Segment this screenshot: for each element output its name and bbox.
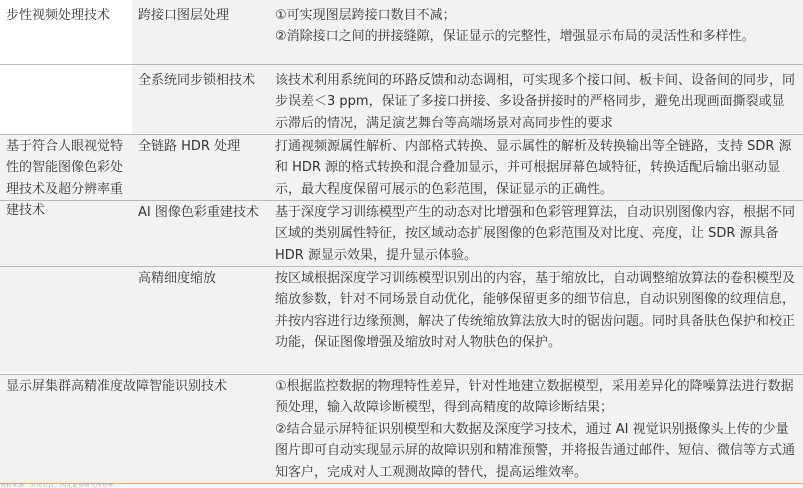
tech-desc-cell [269, 201, 803, 266]
table-row [0, 135, 803, 201]
tech-group-cell: 基于符合人眼视觉特性的智能图像色彩处理技术及超分辨率重建技术 [0, 135, 132, 373]
tech-group-cell [0, 65, 132, 134]
tech-desc-item: 打通视频源属性解析、内部格式转换、显示属性的解析及转换输出等全链路，支持 SDR 源和 HDR 源的格式转换和混合叠加显示，并可根据屏幕色域特征，转换适配后输出驱动显示，最大程度保留可展示的色彩范围，保证显示的正确性。 [275, 139, 792, 197]
tech-name-cell: AI 图像色彩重建技术 [132, 201, 269, 266]
tech-name-cell: 全链路 HDR 处理 [132, 135, 269, 200]
tech-desc-item: 按区域根据深度学习训练模型识别出的内容，基于缩放比，自动调整缩放算法的卷积模型及缩放参数，针对不同场景自动优化，能够保留更多的细节信息，自动识别图像的纹理信息，并按内容进行边缘预测，解决了传统缩放算法放大时的锯齿问题。同时具备肤色保护和校正功能，保证图像增强及缩放时对人物肤色的保护。 [275, 271, 796, 351]
tech-desc-cell [269, 267, 803, 374]
tech-desc-cell [269, 65, 803, 134]
table-row [0, 201, 803, 267]
tech-desc-item: 基于深度学习训练模型产生的动态对比增强和色彩管理算法，自动识别图像内容，根据不同区域的类别属性特征，按区域动态扩展图像的色彩范围及对比度、亮度，让 SDR 源具备 HDR 源显示效果，提升显示体验。 [275, 205, 796, 263]
tech-name-cell: 全系统同步锁相技术 [132, 65, 269, 134]
tech-name-cell: 高精细度缩放 [132, 267, 269, 374]
tech-desc-cell [269, 375, 803, 483]
tech-name-cell: 跨接口图层处理 [132, 0, 269, 64]
table-row [0, 267, 803, 375]
table-row [0, 0, 803, 65]
tech-desc-item: ①可实现图层跨接口数目不减； [275, 8, 456, 23]
table-group [0, 135, 803, 375]
tech-desc-item: ②消除接口之间的拼接缝隙，保证显示的完整性，增强显示布局的灵活性和多样性。 [275, 29, 755, 45]
tech-group-cell: 步性视频处理技术 [0, 0, 132, 64]
source-note: 资料来源：公司公告，国元证券研究所整理 [0, 483, 115, 488]
tech-desc-item: ②结合显示屏特征识别模型和大数据及深度学习技术，通过 AI 视觉识别摄像头上传的少量图片即可自动实现显示屏的故障识别和精准预警，并将报告通过邮件、短信、微信等方式通知客户，完成对人工观测故障的替代，提高运维效率。 [275, 421, 796, 480]
table-row [0, 375, 803, 484]
tech-desc-cell [269, 0, 803, 64]
tech-desc-item: 该技术利用系统间的环路反馈和动态调相，可实现多个接口间、板卡间、设备间的同步，同步误差＜3 ppm，保证了多接口拼接、多设备拼接时的严格同步，避免出现画面撕裂或显示滞后的情况，满足演艺舞台等高端场景对高同步性的要求 [275, 73, 796, 131]
tech-desc-cell [269, 135, 803, 200]
tech-desc-item: ①根据监控数据的物理特性差异，针对性地建立数据模型，采用差异化的降噪算法进行数据预处理，输入故障诊断模型，得到高精度的故障诊断结果； [275, 379, 794, 416]
tech-group-cell: 显示屏集群高精准度故障智能识别技术 [0, 375, 269, 483]
table-row [0, 65, 803, 135]
